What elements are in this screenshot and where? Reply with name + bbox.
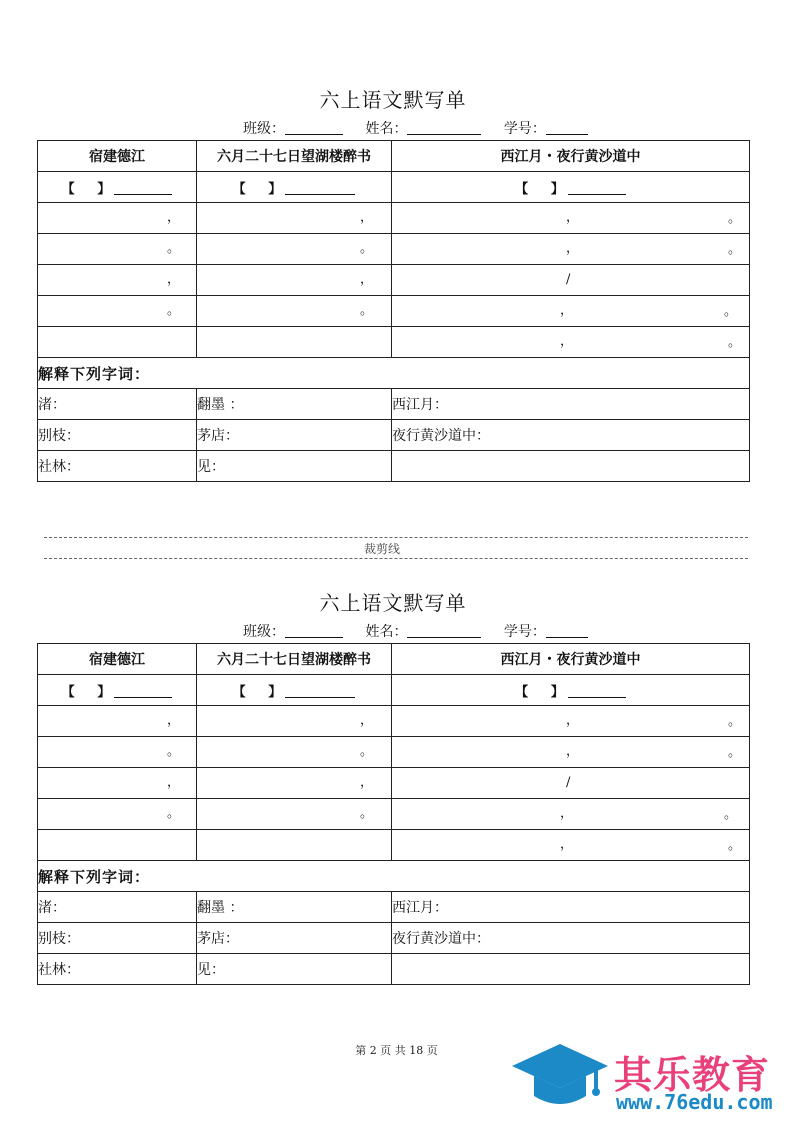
word-fanmo[interactable]: 翻墨 ： <box>197 389 392 420</box>
explain-heading: 解释下列字词： <box>38 358 750 389</box>
verse-cell[interactable]: ， <box>197 265 392 296</box>
word-empty[interactable] <box>392 954 750 985</box>
verse-cell[interactable]: 。 <box>197 234 392 265</box>
word-yexing[interactable]: 夜行黄沙道中： <box>392 420 750 451</box>
verse-cell[interactable]: ， 。 <box>392 830 750 861</box>
word-shelin[interactable]: 社林： <box>38 954 197 985</box>
verse-cell[interactable]: 。 <box>197 737 392 768</box>
poem-title-2: 六月二十七日望湖楼醉书 <box>197 141 392 172</box>
student-info-row <box>37 617 749 643</box>
word-xijiangyue[interactable]: 西江月： <box>392 892 750 923</box>
verse-cell[interactable]: / <box>392 768 750 799</box>
author-blank-1[interactable]: 【 】 <box>38 675 197 706</box>
verse-cell[interactable]: ， 。 <box>392 706 750 737</box>
word-shelin[interactable]: 社林： <box>38 451 197 482</box>
word-fanmo[interactable]: 翻墨 ： <box>197 892 392 923</box>
word-maodian[interactable]: 茅店： <box>197 923 392 954</box>
verse-cell[interactable]: 。 <box>38 296 197 327</box>
poem-title-1: 宿建德江 <box>38 644 197 675</box>
verse-cell[interactable] <box>197 830 392 861</box>
number-blank[interactable] <box>546 623 588 638</box>
word-xian[interactable]: 见： <box>197 954 392 985</box>
verse-cell[interactable]: ， <box>38 203 197 234</box>
verse-cell[interactable]: ， <box>38 768 197 799</box>
class-blank[interactable] <box>285 120 343 135</box>
verse-cell[interactable]: ， 。 <box>392 327 750 358</box>
author-blank-3[interactable]: 【 】 <box>392 675 750 706</box>
word-zhu[interactable]: 渚： <box>38 389 197 420</box>
word-empty[interactable] <box>392 451 750 482</box>
verse-cell[interactable]: ， <box>197 706 392 737</box>
author-blank-3[interactable]: 【 】 <box>392 172 750 203</box>
word-xijiangyue[interactable]: 西江月： <box>392 389 750 420</box>
verse-cell[interactable]: ， 。 <box>392 737 750 768</box>
page-number: 第 2 页 共 18 页 <box>355 1044 438 1057</box>
name-blank[interactable] <box>407 120 481 135</box>
verse-cell[interactable]: ， <box>38 265 197 296</box>
verse-cell[interactable]: ， 。 <box>392 234 750 265</box>
verse-cell[interactable] <box>38 327 197 358</box>
brand-logo <box>510 1040 785 1115</box>
dictation-sheet-top <box>37 86 749 482</box>
word-yexing[interactable]: 夜行黄沙道中： <box>392 923 750 954</box>
verse-cell[interactable]: ， <box>38 706 197 737</box>
name-blank[interactable] <box>407 623 481 638</box>
verse-cell[interactable]: ， <box>197 768 392 799</box>
dictation-table <box>37 140 750 482</box>
graduation-cap-icon <box>510 1040 614 1115</box>
sheet-title: 六上语文默写单 <box>319 88 467 112</box>
verse-cell[interactable]: 。 <box>38 737 197 768</box>
word-zhu[interactable]: 渚： <box>38 892 197 923</box>
sheet-title: 六上语文默写单 <box>319 591 467 615</box>
author-blank-2[interactable]: 【 】 <box>197 675 392 706</box>
verse-cell[interactable]: 。 <box>38 234 197 265</box>
poem-title-3: 西江月・夜行黄沙道中 <box>392 644 750 675</box>
class-label: 班级： <box>243 121 285 137</box>
verse-cell[interactable]: 。 <box>197 296 392 327</box>
verse-cell[interactable]: ， 。 <box>392 203 750 234</box>
brand-name: 其乐教育 <box>614 1053 771 1097</box>
verse-cell[interactable] <box>197 327 392 358</box>
number-blank[interactable] <box>546 120 588 135</box>
number-label: 学号： <box>503 624 546 640</box>
explain-heading: 解释下列字词： <box>38 861 750 892</box>
class-label: 班级： <box>243 624 285 640</box>
class-blank[interactable] <box>285 623 343 638</box>
author-blank-2[interactable]: 【 】 <box>197 172 392 203</box>
verse-cell[interactable] <box>38 830 197 861</box>
word-maodian[interactable]: 茅店： <box>197 420 392 451</box>
cut-line-label: 裁剪线 <box>364 542 401 556</box>
verse-cell[interactable]: ， 。 <box>392 799 750 830</box>
word-biezhi[interactable]: 别枝： <box>38 420 197 451</box>
poem-title-3: 西江月・夜行黄沙道中 <box>392 141 750 172</box>
verse-cell[interactable]: ， <box>197 203 392 234</box>
word-xian[interactable]: 见： <box>197 451 392 482</box>
name-label: 姓名： <box>365 624 408 640</box>
brand-url[interactable]: www.76edu.com <box>616 1090 773 1114</box>
author-blank-1[interactable]: 【 】 <box>38 172 197 203</box>
poem-title-2: 六月二十七日望湖楼醉书 <box>197 644 392 675</box>
verse-cell[interactable]: 。 <box>38 799 197 830</box>
verse-cell[interactable]: 。 <box>197 799 392 830</box>
dictation-sheet-bottom <box>37 589 749 985</box>
poem-title-1: 宿建德江 <box>38 141 197 172</box>
verse-cell[interactable]: / <box>392 265 750 296</box>
student-info-row <box>37 114 749 140</box>
dictation-table <box>37 643 750 985</box>
number-label: 学号： <box>503 121 546 137</box>
name-label: 姓名： <box>365 121 408 137</box>
word-biezhi[interactable]: 别枝： <box>38 923 197 954</box>
verse-cell[interactable]: ， 。 <box>392 296 750 327</box>
cut-line <box>44 537 748 559</box>
